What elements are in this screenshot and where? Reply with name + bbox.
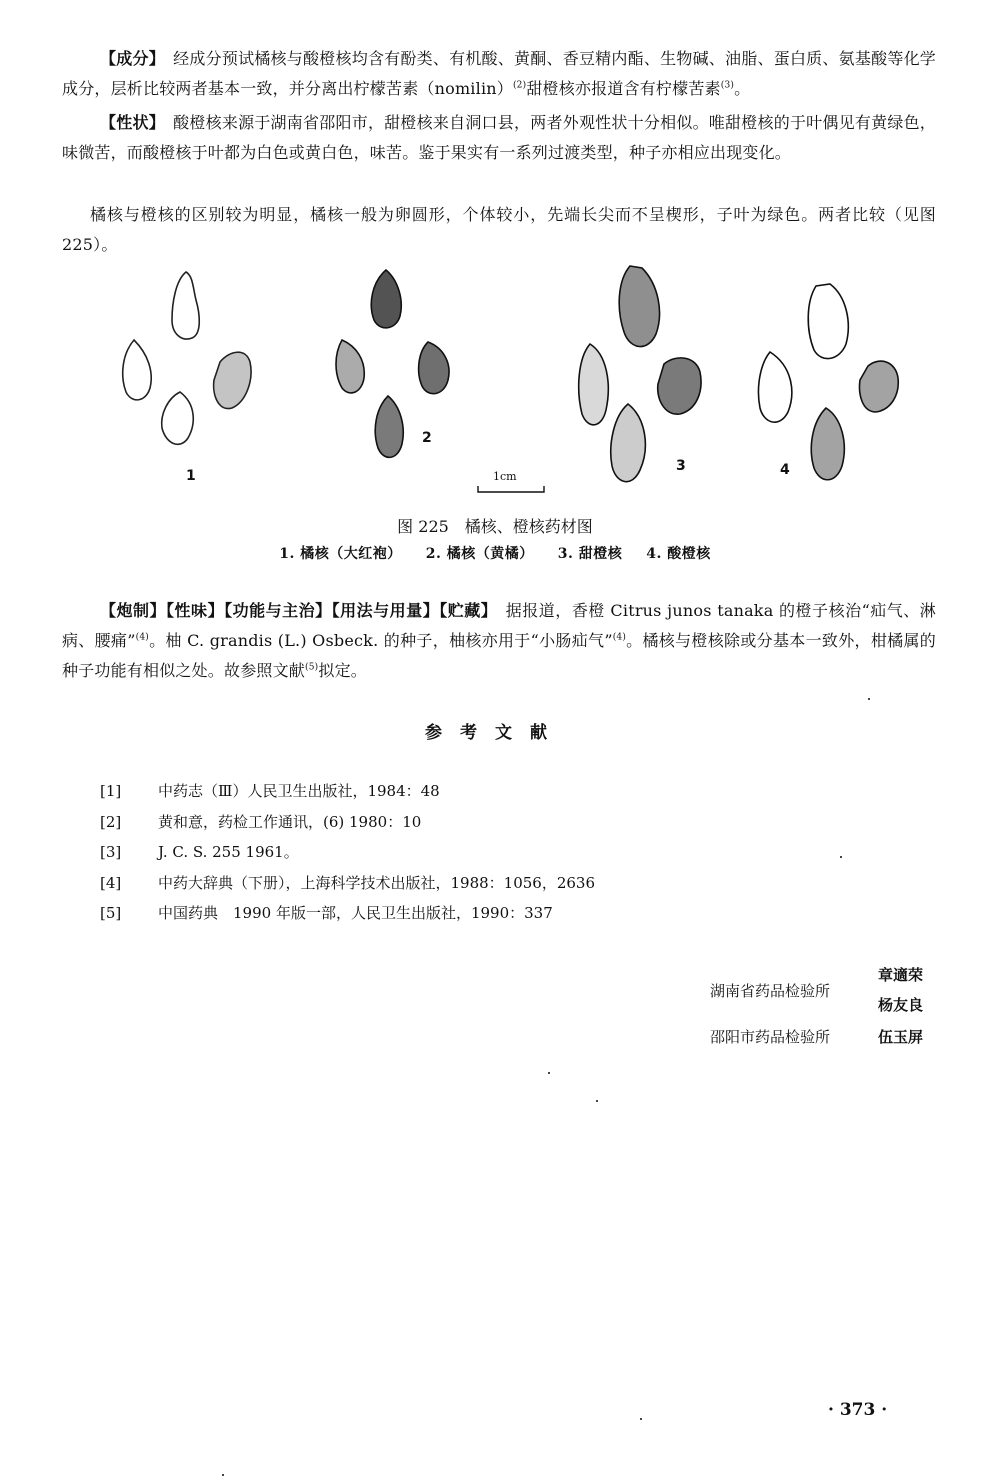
text: 酸橙核来源于湖南省邵阳市，甜橙核来自洞口县，两者外观性状十分相似。唯甜橙核的于叶偶见有黄绿色，味微苦，而酸橙核于叶都为白色或黄白色，味苦。鉴于果实有一系列过渡类型，种子亦相应出现变化。: [62, 113, 936, 162]
section-heading-xingzhuang: 【性状】: [100, 113, 157, 132]
citation: (2): [512, 80, 527, 91]
figure-caption: 图 225 橘核、橙核药材图: [397, 517, 593, 536]
reference-number: [5]: [100, 904, 122, 922]
citation: (4): [612, 632, 627, 643]
reference-number: [1]: [100, 782, 122, 800]
legend-item: 2. 橘核（黄橘）: [425, 546, 534, 562]
author-name: 章適荣: [878, 966, 924, 984]
scan-speck: [840, 856, 842, 858]
scan-speck: [596, 1100, 598, 1102]
figure-seeds: [0, 258, 990, 508]
text: 。柚 C. grandis (L.) Osbeck. 的种子，柚核亦用于“小肠疝气”: [149, 631, 613, 650]
text: 。橘核与橙核除或分基本一致外，柑橘属的种子功能有相似之处。故参照文献: [62, 631, 936, 680]
figure-label: 2: [422, 430, 432, 446]
affiliation: 邵阳市药品检验所: [710, 1028, 831, 1046]
legend-item: 4. 酸橙核: [646, 546, 711, 562]
reference-number: [2]: [100, 812, 122, 831]
reference-number: [4]: [100, 873, 122, 892]
section-heading-paozhi: 【炮制】【性味】【功能与主治】【用法与用量】【贮藏】: [100, 601, 490, 620]
reference-item: [100, 807, 595, 838]
reference-text: 黄和意，药检工作通讯，(6) 1980：10: [158, 812, 422, 831]
scan-speck: [548, 1072, 550, 1074]
paragraph-paozhi: [62, 596, 936, 686]
scan-speck: [222, 1474, 224, 1476]
text: 。: [734, 79, 751, 98]
citation: (4): [135, 632, 149, 643]
reference-text: 中药志（Ⅲ）人民卫生出版社，1984：48: [158, 782, 440, 800]
legend-item: 1. 橘核（大红袍）: [279, 546, 402, 562]
scan-speck: [868, 698, 870, 700]
text: 拟定。: [318, 661, 367, 680]
figure-label: 4: [780, 462, 790, 478]
section-heading-chengfen: 【成分】: [100, 49, 157, 68]
references-title: 参考文献: [425, 723, 565, 743]
reference-number: [3]: [100, 843, 122, 861]
paragraph-chengfen: [62, 44, 936, 104]
reference-item: [100, 776, 595, 807]
text: 甜橙核亦报道含有柠檬苦素: [526, 79, 721, 98]
figure-label: 1: [186, 468, 196, 484]
citation: (3): [720, 80, 735, 91]
paragraph-comparison: [62, 200, 936, 260]
figure-label: 3: [676, 458, 686, 474]
author-name: 伍玉屏: [878, 1028, 924, 1046]
reference-text: 中药大辞典（下册），上海科学技术出版社，1988：1056，2636: [158, 873, 596, 892]
author-name: 杨友良: [878, 996, 924, 1014]
figure-legend: [0, 543, 990, 563]
affiliation: 湖南省药品检验所: [710, 982, 831, 1000]
citation: (5): [305, 662, 319, 673]
references-list: [100, 776, 595, 929]
paragraph-xingzhuang: [62, 108, 936, 168]
reference-item: [100, 898, 595, 929]
text: 据报道，香橙 Citrus junos tanaka 的橙子核治“疝气、淋病、腰痛”: [62, 601, 937, 650]
reference-item: [100, 837, 595, 868]
text: 橘核与橙核的区别较为明显，橘核一般为卵圆形，个体较小，先端长尖而不呈楔形，子叶为绿色。两者比较（见图 225）。: [62, 205, 936, 254]
text: 经成分预试橘核与酸橙核均含有酚类、有机酸、黄酮、香豆精内酯、生物碱、油脂、蛋白质、氨基酸等化学成分，层析比较两者基本一致，并分离出柠檬苦素（nomilin）: [62, 49, 936, 98]
reference-text: 中国药典 1990 年版一部，人民卫生出版社，1990：337: [158, 904, 553, 922]
legend-item: 3. 甜橙核: [557, 546, 623, 562]
reference-text: J. C. S. 255 1961。: [158, 843, 299, 861]
reference-item: [100, 868, 595, 899]
page-number: · 373 ·: [828, 1400, 888, 1420]
scale-bar-label: 1cm: [493, 470, 517, 483]
scan-speck: [640, 1418, 642, 1420]
